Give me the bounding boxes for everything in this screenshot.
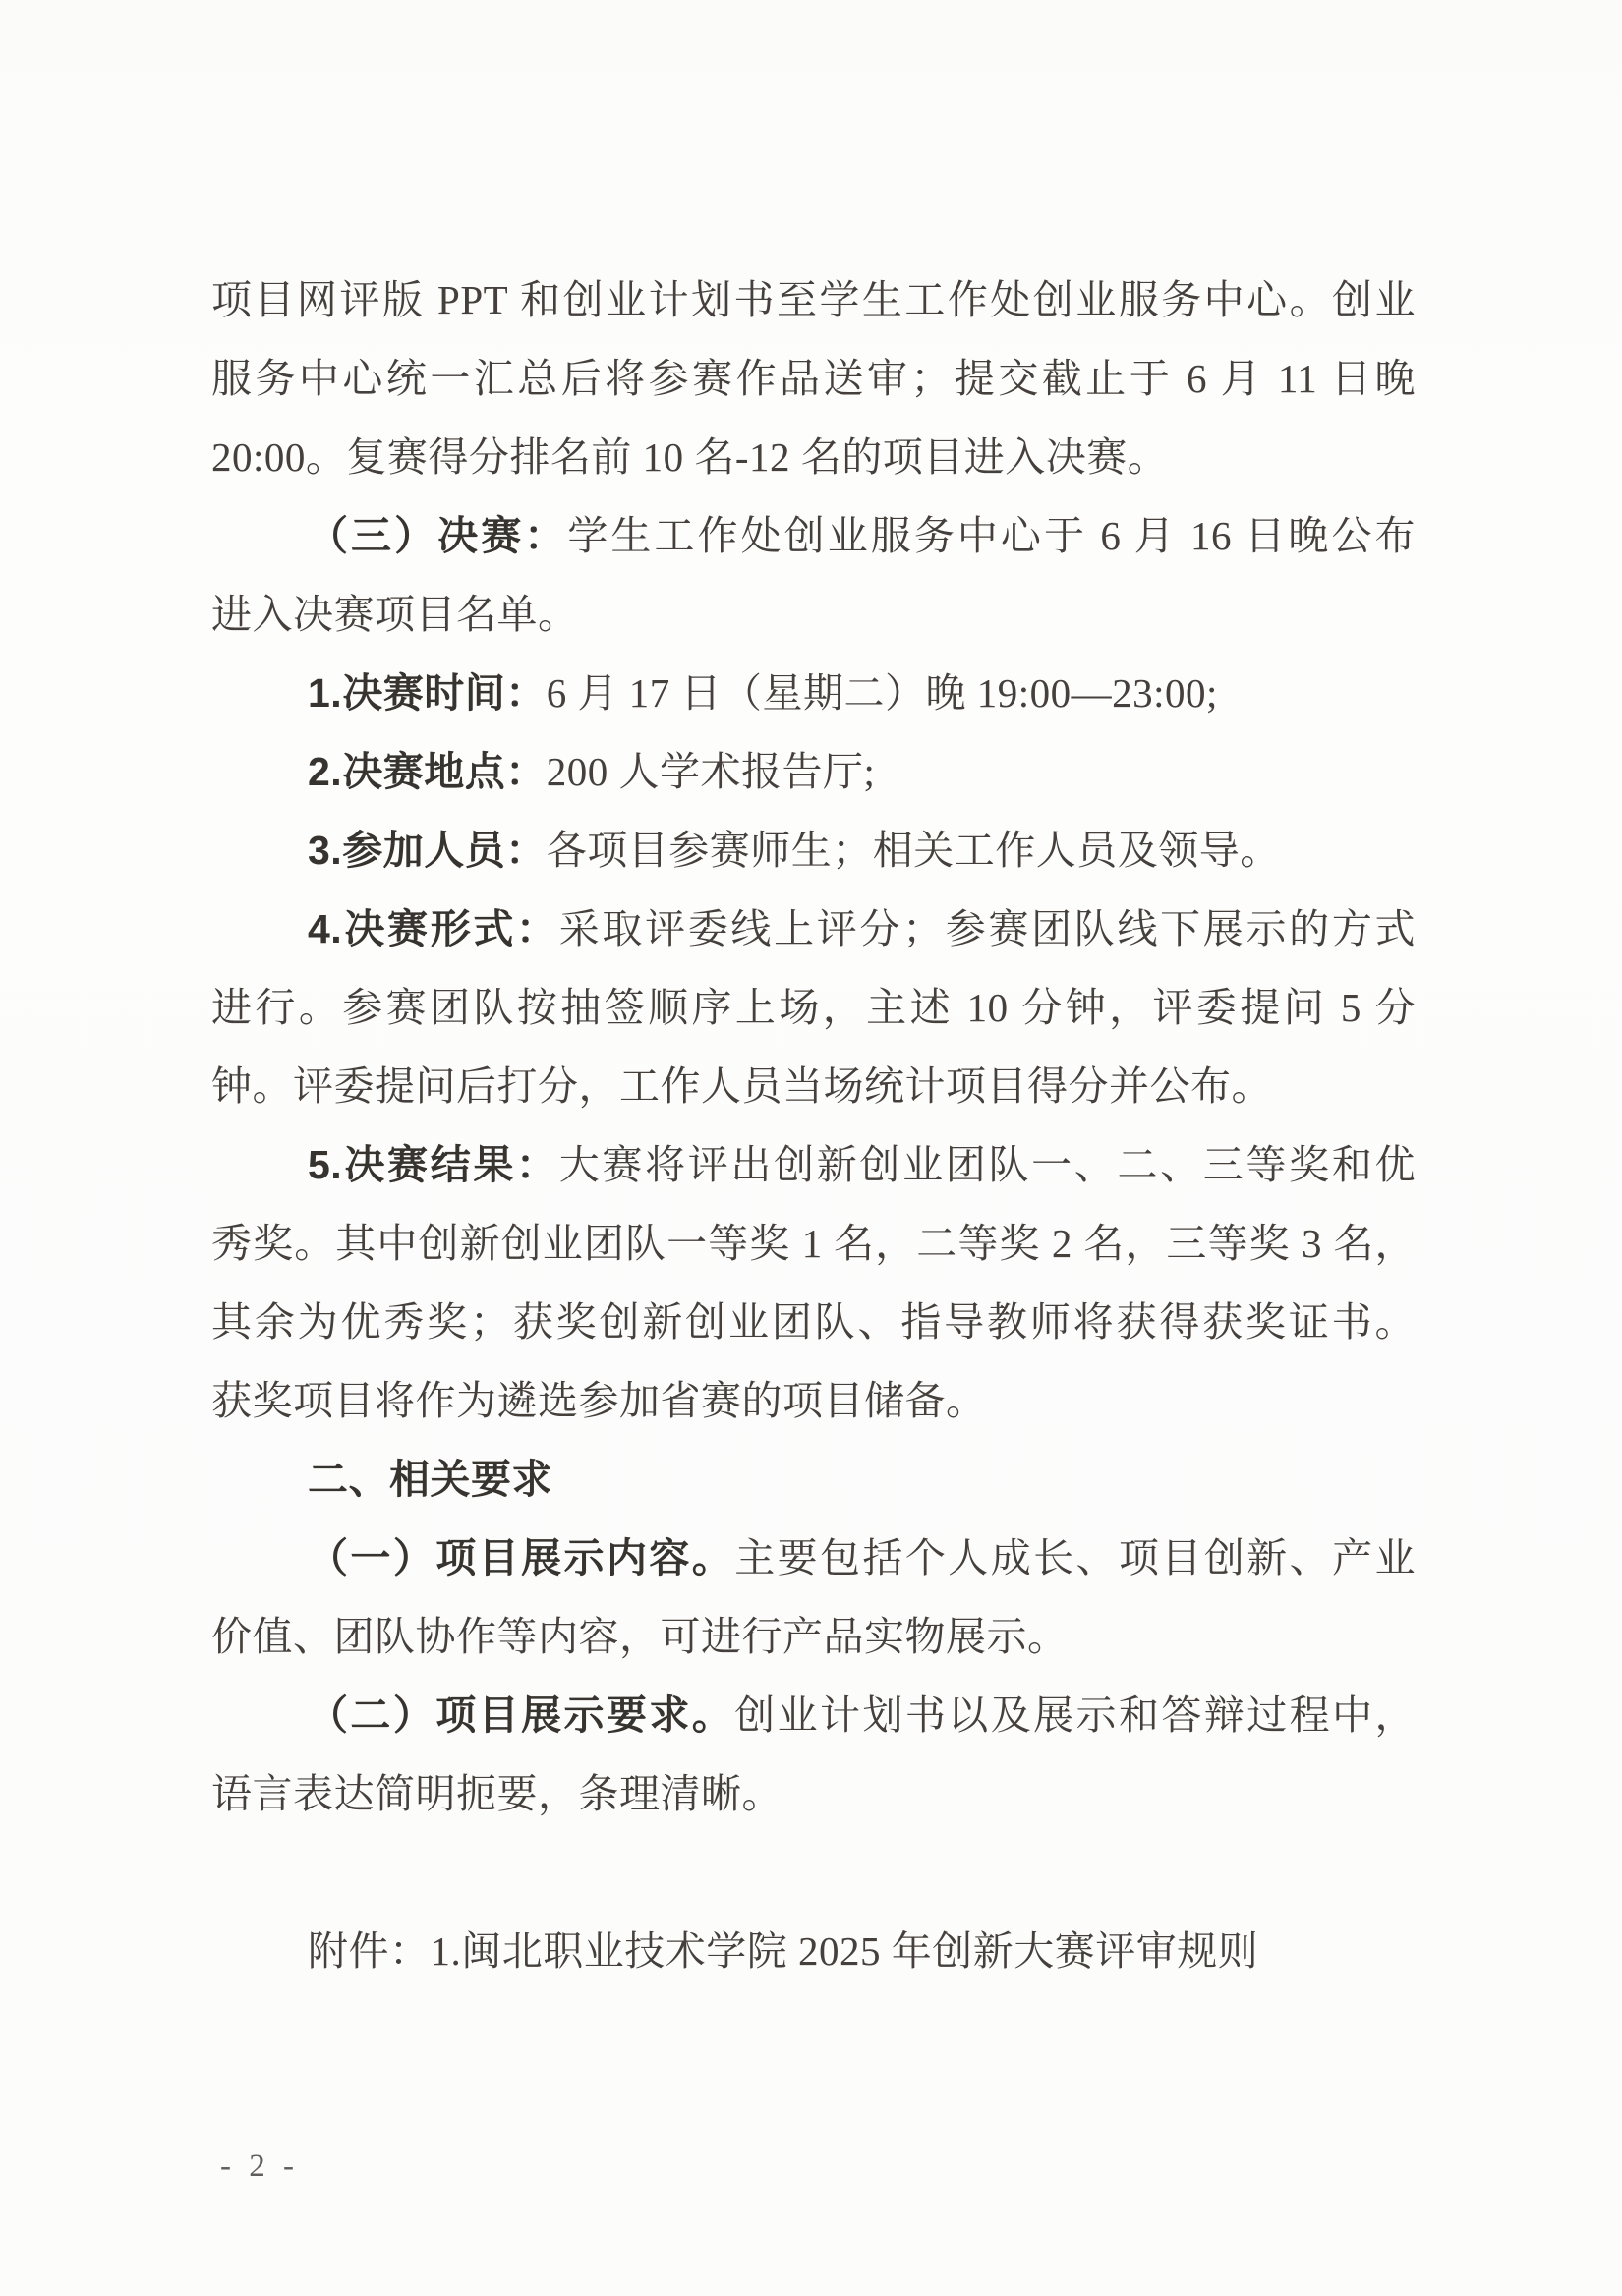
document-body (211, 260, 1416, 1990)
section-heading (211, 1440, 1416, 1519)
doc-line (211, 1754, 1416, 1833)
doc-line (211, 1204, 1416, 1283)
line-text: 附件：1.闽北职业技术学院 2025 年创新大赛评审规则 (308, 1928, 1259, 1974)
doc-line (211, 260, 1416, 339)
doc-line (211, 339, 1416, 418)
line-text: 200 人学术报告厅; (546, 749, 876, 794)
line-text: 20:00。复赛得分排名前 10 名-12 名的项目进入决赛。 (211, 434, 1169, 480)
line-text: 大赛将评出创新创业团队一、二、三等奖和优 (558, 1142, 1416, 1187)
doc-line (211, 1125, 1416, 1204)
bold-lead: （三）决赛： (308, 513, 568, 558)
bold-lead: 2.决赛地点： (308, 749, 547, 794)
line-text: 钟。评委提问后打分，工作人员当场统计项目得分并公布。 (211, 1063, 1272, 1109)
line-text: 学生工作处创业服务中心于 6 月 16 日晚公布 (567, 513, 1417, 558)
line-text: 秀奖。其中创新创业团队一等奖 1 名，二等奖 2 名，三等奖 3 名， (211, 1221, 1416, 1266)
doc-line (211, 968, 1416, 1047)
line-text: 其余为优秀奖；获奖创新创业团队、指导教师将获得获奖证书。 (211, 1299, 1416, 1345)
bold-lead: 3.参加人员： (308, 828, 547, 873)
doc-line (211, 732, 1416, 811)
doc-line (211, 1676, 1416, 1754)
bold-lead: 1.决赛时间： (308, 670, 547, 716)
bold-lead: 5.决赛结果： (308, 1142, 559, 1187)
doc-line (211, 1597, 1416, 1676)
doc-line (211, 890, 1416, 968)
line-text: 主要包括个人成长、项目创新、产业 (734, 1535, 1417, 1580)
line-text: 价值、团队协作等内容，可进行产品实物展示。 (211, 1614, 1069, 1659)
bold-lead: 4.决赛形式： (308, 906, 559, 951)
doc-line (211, 1047, 1416, 1125)
attachment-line (211, 1912, 1416, 1990)
line-text: 进行。参赛团队按抽签顺序上场，主述 10 分钟，评委提问 5 分 (211, 985, 1416, 1030)
line-text: 采取评委线上评分；参赛团队线下展示的方式 (558, 906, 1416, 951)
blank-line (211, 1833, 1416, 1912)
doc-line (211, 811, 1416, 890)
doc-line (211, 1519, 1416, 1597)
doc-line (211, 1283, 1416, 1361)
doc-line (211, 418, 1416, 496)
doc-line (211, 496, 1416, 575)
doc-line (211, 1361, 1416, 1440)
line-text: 各项目参赛师生；相关工作人员及领导。 (546, 828, 1281, 873)
page-number: - 2 - (220, 2149, 299, 2184)
doc-line (211, 575, 1416, 654)
bold-lead: （二）项目展示要求。 (308, 1693, 735, 1738)
line-text: 服务中心统一汇总后将参赛作品送审；提交截止于 6 月 11 日晚 (211, 356, 1416, 401)
line-text: 语言表达简明扼要，条理清晰。 (211, 1771, 782, 1816)
line-text: 6 月 17 日（星期二）晚 19:00—23:00; (546, 670, 1218, 716)
line-text: 进入决赛项目名单。 (211, 592, 579, 637)
heading-text: 二、相关要求 (308, 1457, 552, 1502)
doc-line (211, 654, 1416, 732)
bold-lead: （一）项目展示内容。 (308, 1535, 735, 1580)
line-text: 项目网评版 PPT 和创业计划书至学生工作处创业服务中心。创业 (211, 277, 1416, 322)
line-text: 获奖项目将作为遴选参加省赛的项目储备。 (211, 1378, 987, 1423)
line-text: 创业计划书以及展示和答辩过程中， (734, 1693, 1417, 1738)
